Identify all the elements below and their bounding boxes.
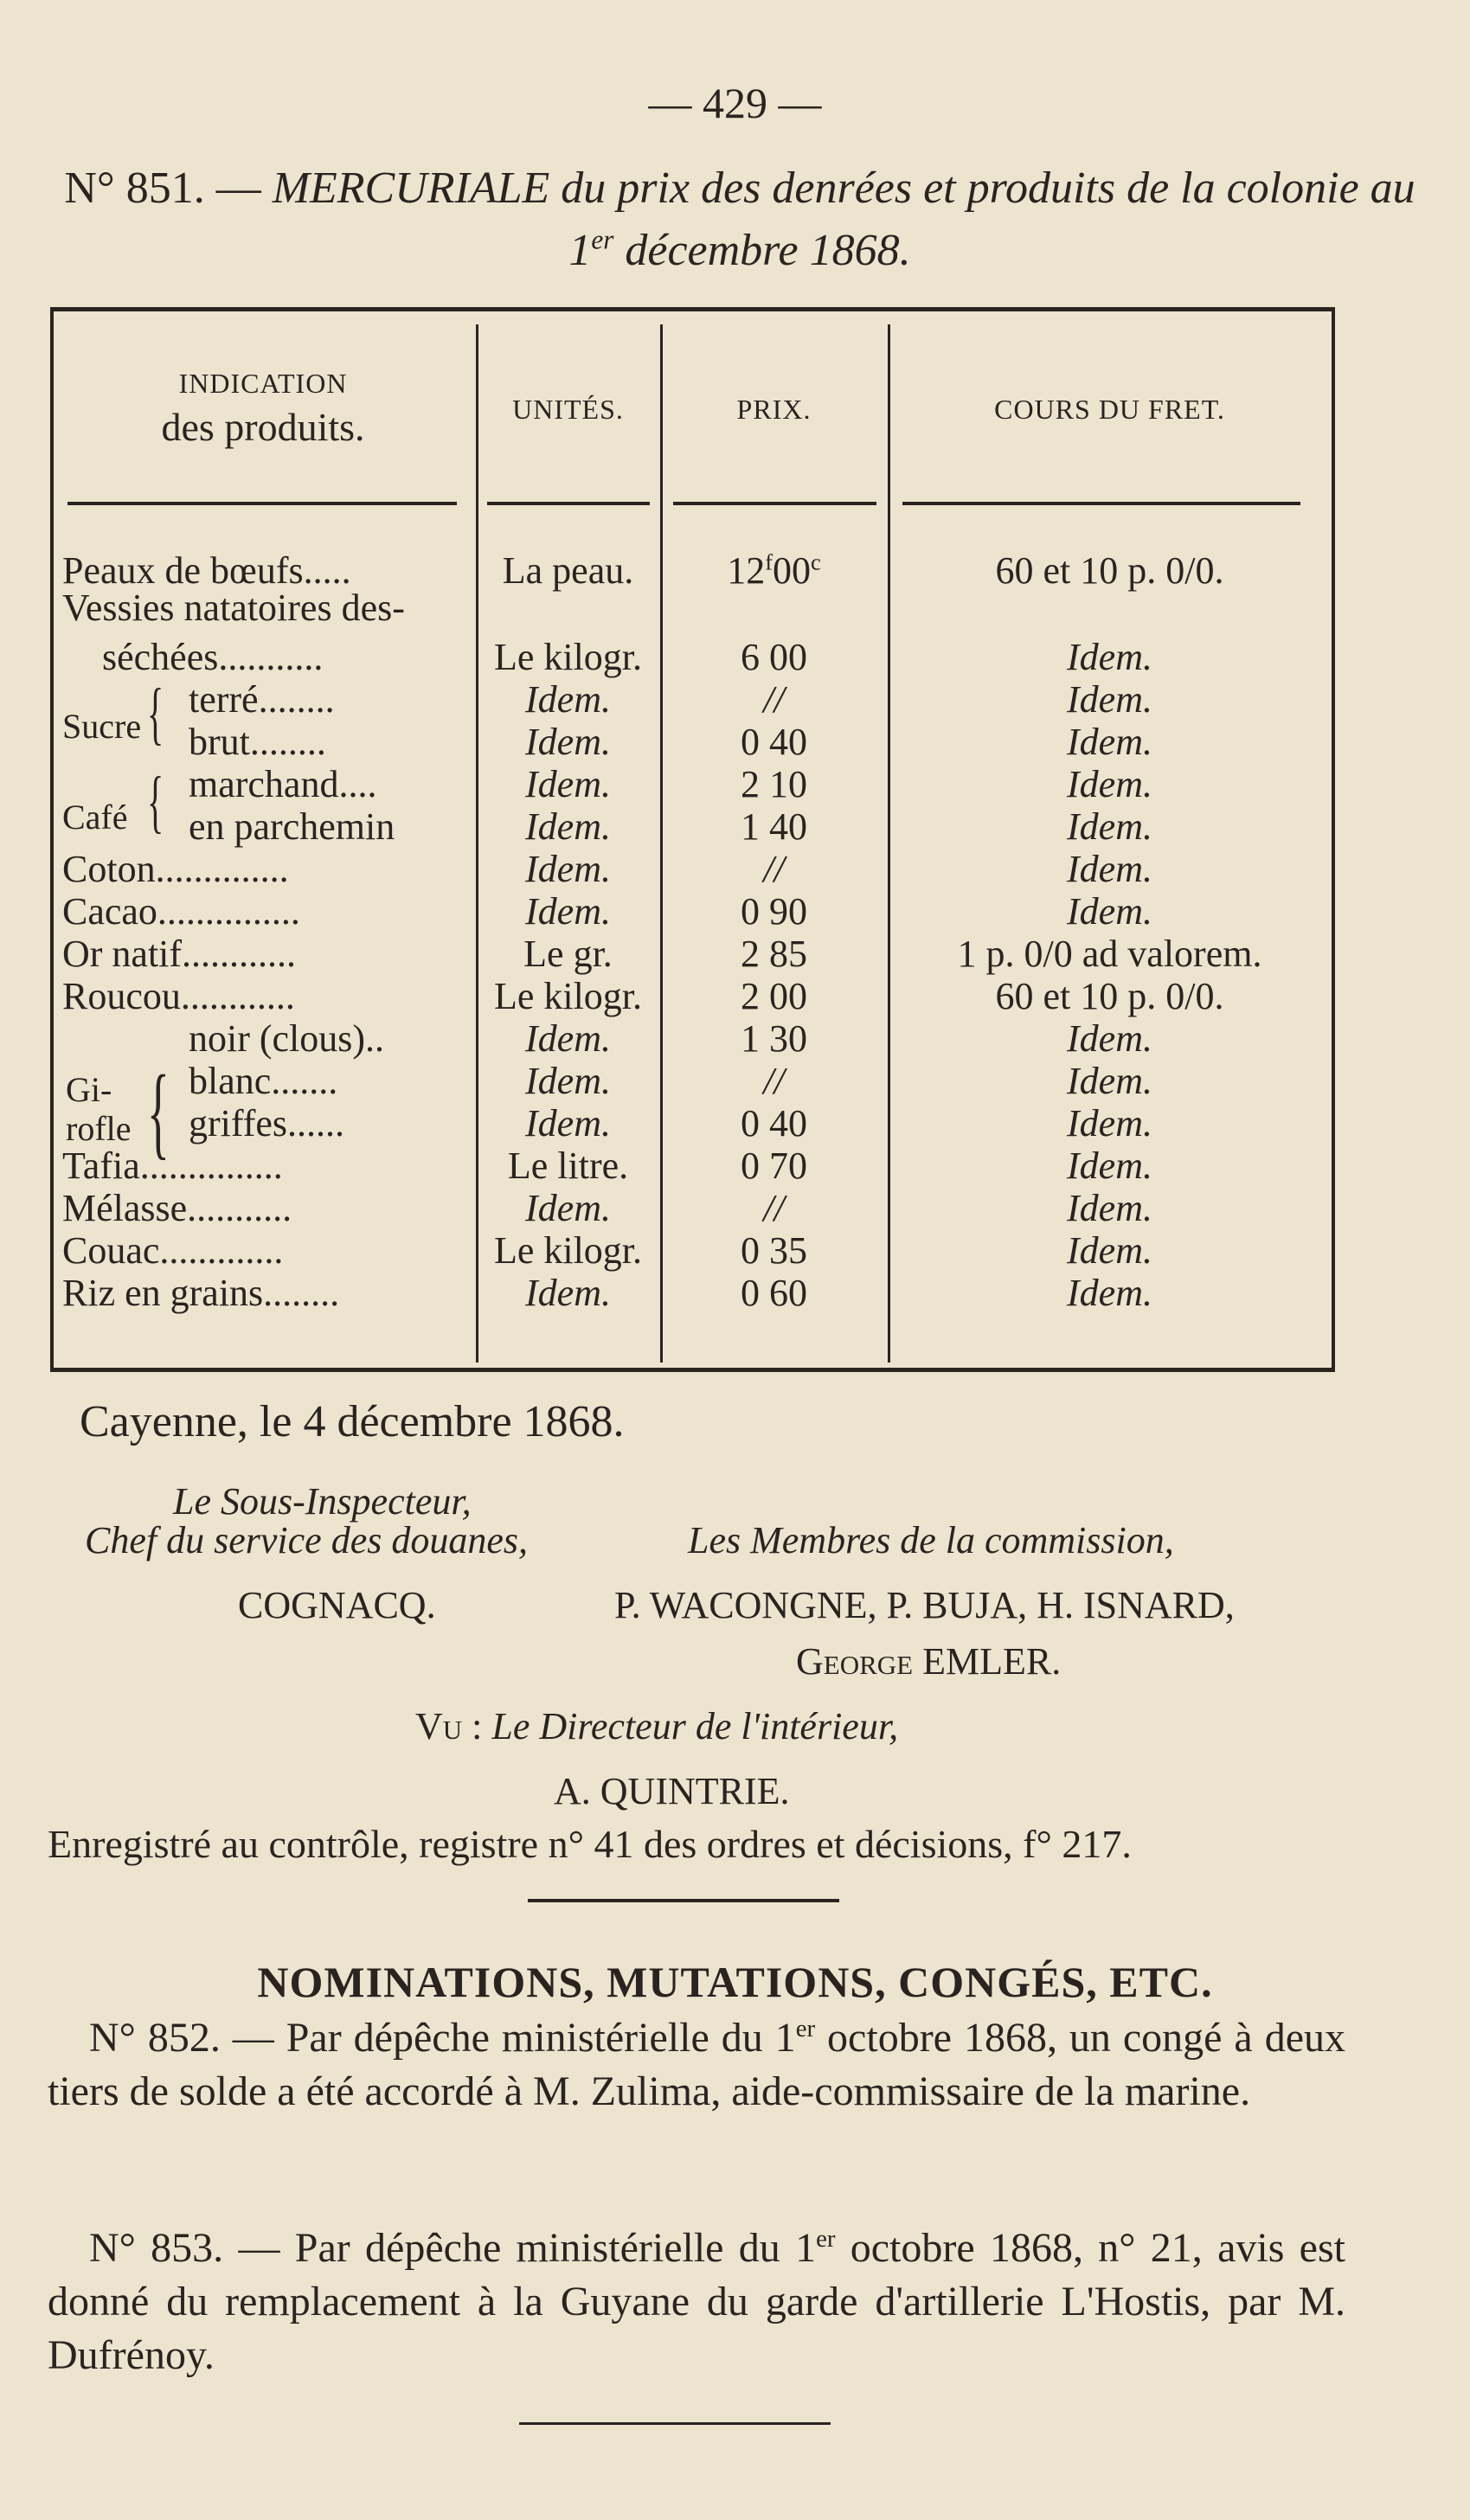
paragraph-852-rest: octobre 1868, un congé à deux tiers de solde a été accordé à M. Zulima, aide-commissaire de la marine. — [48, 2015, 1345, 2114]
table-cell-product: terré........ — [189, 678, 335, 721]
table-cell-product: Or natif............ — [62, 933, 297, 975]
paragraph-853-sup: er — [816, 2225, 836, 2253]
table-cell-product: Couac............. — [62, 1229, 284, 1272]
price-francs: 12 — [727, 549, 766, 592]
signature-left-title-1: Le Sous-Inspecteur, — [173, 1480, 472, 1523]
table-cell-unit: Le gr. — [523, 933, 613, 975]
table-cell-unit: Idem. — [525, 721, 611, 763]
separator-rule-1 — [528, 1899, 839, 1902]
paragraph-852-sup: er — [795, 2015, 816, 2042]
table-cell-price: 0 60 — [741, 1272, 807, 1314]
table-cell-price: // — [763, 1187, 785, 1229]
header-price: PRIX. — [736, 394, 812, 425]
group-label-girofle-1: Gi- — [66, 1070, 112, 1109]
header-units: UNITÉS. — [512, 394, 624, 425]
table-cell-freight: 60 et 10 p. 0/0. — [995, 975, 1224, 1017]
vu-prefix: Vu : — [415, 1705, 492, 1747]
price-table — [50, 307, 1335, 1371]
table-cell-product: Vessies natatoires des- — [62, 587, 405, 629]
table-cell-freight: Idem. — [1067, 1145, 1152, 1187]
table-cell-price: 0 40 — [741, 721, 807, 763]
table-cell-product: Coton.............. — [62, 848, 289, 890]
table-cell-unit: Le kilogr. — [493, 1229, 643, 1272]
table-cell-freight: Idem. — [1067, 805, 1152, 848]
table-cell-price: // — [763, 848, 785, 890]
table-cell-freight: Idem. — [1067, 763, 1152, 805]
table-cell-price: 0 90 — [741, 890, 807, 933]
table-cell-product: Peaux de bœufs..... — [62, 549, 351, 592]
header-rule-freight — [902, 502, 1300, 505]
header-products-top: INDICATION — [178, 368, 348, 399]
table-top-border — [50, 307, 1335, 311]
table-cell-freight: 1 p. 0/0 ad valorem. — [957, 933, 1262, 975]
signature-right-names-2: George EMLER. — [796, 1640, 1062, 1683]
group-label-cafe: Café — [62, 798, 128, 837]
table-cell-product: Riz en grains........ — [62, 1272, 340, 1314]
table-cell-unit: Idem. — [525, 1060, 611, 1102]
table-cell-unit: Idem. — [525, 1272, 611, 1314]
table-cell-product: noir (clous).. — [189, 1017, 385, 1060]
table-cell-price: 0 35 — [741, 1229, 807, 1272]
table-cell-unit: Le litre. — [507, 1145, 629, 1187]
title-date: décembre 1868. — [613, 226, 911, 275]
title-superscript: er — [591, 224, 614, 255]
table-cell-price: 0 70 — [741, 1145, 807, 1187]
table-cell-product: séchées........... — [102, 636, 324, 678]
signature-right-names-1: P. WACONGNE, P. BUJA, H. ISNARD, — [614, 1584, 1235, 1626]
signature-left-title-2: Chef du service des douanes, — [85, 1519, 528, 1561]
paragraph-853-rest: octobre 1868, n° 21, avis est donné du remplacement à la Guyane du garde d'artillerie L'Hostis, par M. Dufrénoy. — [48, 2225, 1345, 2378]
table-cell-unit: Le kilogr. — [493, 636, 643, 678]
signature-left-name: COGNACQ. — [238, 1584, 436, 1626]
header-rule-units — [487, 502, 650, 505]
header-rule-products — [67, 502, 457, 505]
brace-cafe: { — [147, 764, 164, 840]
table-bottom-border — [50, 1368, 1335, 1372]
table-cell-freight: Idem. — [1067, 1187, 1152, 1229]
table-cell-product: Roucou............ — [62, 975, 295, 1017]
table-cell-product: Cacao............... — [62, 890, 300, 933]
paragraph-852 — [48, 2011, 1345, 2119]
table-cell-unit: Idem. — [525, 763, 611, 805]
table-cell-unit: La peau. — [502, 549, 634, 592]
table-cell-unit: Idem. — [525, 805, 611, 848]
table-cell-freight: Idem. — [1067, 636, 1152, 678]
table-cell-price: 0 40 — [741, 1102, 807, 1145]
header-freight: COURS DU FRET. — [994, 394, 1225, 425]
table-cell-price: 1 30 — [741, 1017, 807, 1060]
table-cell-unit: Idem. — [525, 1017, 611, 1060]
price-cent-unit: c — [811, 548, 821, 575]
table-cell-product: marchand.... — [189, 763, 377, 805]
vu-line — [415, 1704, 898, 1748]
separator-rule-2 — [519, 2422, 831, 2425]
section-heading: NOMINATIONS, MUTATIONS, CONGÉS, ETC. — [257, 1958, 1213, 2006]
group-label-sucre: Sucre — [62, 707, 142, 746]
table-cell-price: 6 00 — [741, 636, 807, 678]
table-cell-unit: Le kilogr. — [493, 975, 643, 1017]
table-cell-product: Mélasse........... — [62, 1187, 292, 1229]
header-rule-price — [673, 502, 876, 505]
table-cell-price: 2 85 — [741, 933, 807, 975]
table-cell-price: // — [763, 678, 785, 721]
title-number: N° 851. — — [64, 164, 273, 213]
table-cell-freight: 60 et 10 p. 0/0. — [995, 549, 1224, 592]
paragraph-852-start: N° 852. — Par dépêche ministérielle du 1 — [89, 2015, 796, 2061]
table-cell-product: brut........ — [189, 721, 326, 763]
table-cell-unit: Idem. — [525, 890, 611, 933]
signature-right-title: Les Membres de la commission, — [688, 1519, 1174, 1561]
table-cell-freight: Idem. — [1067, 1017, 1152, 1060]
table-cell-freight: Idem. — [1067, 890, 1152, 933]
table-cell-unit: Idem. — [525, 678, 611, 721]
table-cell-freight: Idem. — [1067, 1272, 1152, 1314]
table-cell-price — [660, 549, 888, 593]
brace-sucre: { — [147, 676, 164, 752]
table-cell-unit: Idem. — [525, 1187, 611, 1229]
table-cell-unit: Idem. — [525, 848, 611, 890]
price-cents: 00 — [773, 549, 812, 592]
place-date: Cayenne, le 4 décembre 1868. — [80, 1397, 625, 1446]
registration-line: Enregistré au contrôle, registre n° 41 des ordres et décisions, f° 217. — [48, 1822, 1132, 1866]
vu-title: Le Directeur de l'intérieur, — [491, 1705, 899, 1747]
price-franc-unit: f — [765, 548, 774, 575]
table-cell-freight: Idem. — [1067, 1102, 1152, 1145]
table-cell-freight: Idem. — [1067, 721, 1152, 763]
table-cell-price: 1 40 — [741, 805, 807, 848]
vu-name: A. QUINTRIE. — [554, 1770, 790, 1812]
table-cell-freight: Idem. — [1067, 848, 1152, 890]
table-cell-price: 2 00 — [741, 975, 807, 1017]
paragraph-853-start: N° 853. — Par dépêche ministérielle du 1 — [89, 2225, 817, 2271]
group-label-girofle-2: rofle — [66, 1109, 132, 1148]
table-cell-freight: Idem. — [1067, 1229, 1152, 1272]
table-cell-unit: Idem. — [525, 1102, 611, 1145]
table-cell-product: blanc....... — [189, 1060, 338, 1102]
page-number: — 429 — — [648, 79, 822, 127]
table-left-border — [50, 307, 54, 1372]
table-right-border — [1332, 307, 1335, 1372]
table-cell-freight: Idem. — [1067, 1060, 1152, 1102]
brace-girofle: { — [147, 1054, 170, 1169]
document-title — [52, 157, 1428, 282]
table-cell-price: 2 10 — [741, 763, 807, 805]
header-products-bottom: des produits. — [161, 405, 365, 449]
table-cell-freight: Idem. — [1067, 678, 1152, 721]
table-cell-product: en parchemin — [189, 805, 395, 848]
title-main: MERCURIALE du prix des denrées et produits de la colonie au 1 — [272, 164, 1415, 275]
table-cell-product: griffes...... — [189, 1102, 345, 1145]
table-cell-price: // — [763, 1060, 785, 1102]
paragraph-853 — [48, 2222, 1345, 2382]
table-cell-product: Tafia............... — [62, 1145, 283, 1187]
